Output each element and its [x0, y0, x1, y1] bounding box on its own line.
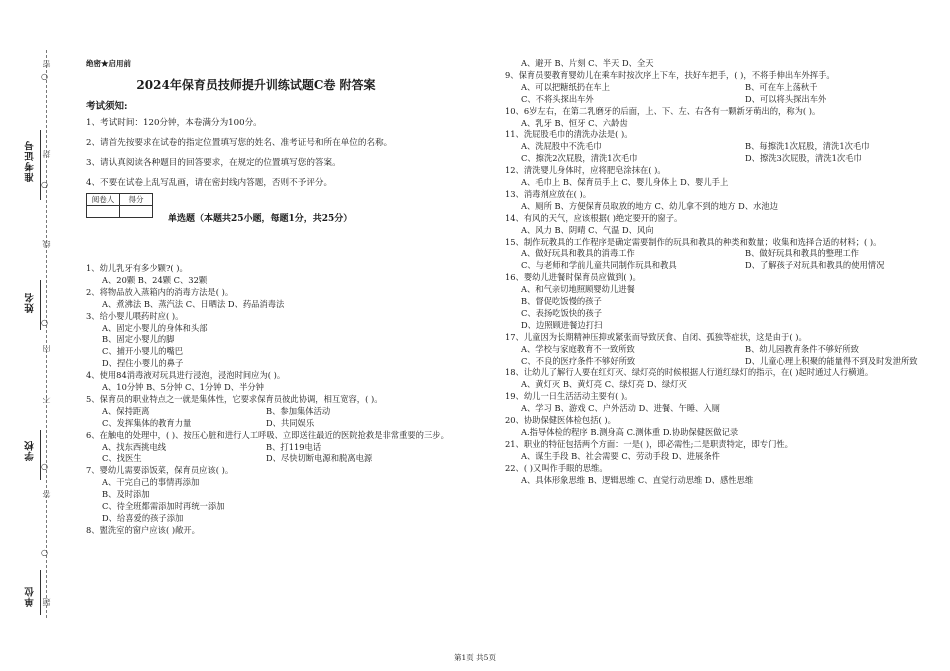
- question: [505, 367, 920, 391]
- answer-option[interactable]: A、避开 B、片刻 C、半天 D、全天: [521, 58, 654, 68]
- question: [505, 439, 920, 463]
- binding-label-school: 学校: [25, 440, 36, 461]
- question-stem: 13、消毒剂应放在( )。: [505, 188, 592, 199]
- question: [505, 189, 920, 213]
- seal-char: 内: [42, 345, 51, 353]
- option-row: [86, 453, 498, 465]
- answer-option[interactable]: D、可以将头探出车外: [745, 93, 827, 104]
- question-stem: 3、给小婴儿喂药时应( )。: [86, 310, 184, 321]
- question-stem: 5、保育员的职业特点之一就是集体性，它要求保育员彼此协调，相互宽容，( )。: [86, 393, 383, 404]
- answer-option[interactable]: C、与老师和学前儿童共同制作玩具和教具: [521, 260, 677, 271]
- exam-number-field[interactable]: [40, 130, 41, 200]
- seal-char: 封: [42, 150, 51, 158]
- answer-option[interactable]: A.指导体检的程序 B.测身高 C.测体重 D.协助保健医做记录: [521, 426, 739, 437]
- score-cell[interactable]: [120, 206, 153, 218]
- notice-item: 2、请首先按要求在试卷的指定位置填写您的姓名、准考证号和所在单位的名称。: [86, 138, 393, 148]
- question: [505, 415, 920, 439]
- answer-option[interactable]: A、学校与家庭教育不一致所致: [521, 343, 635, 354]
- question-stem: 12、清洗婴儿身体时，应将肥皂涂抹在( )。: [505, 165, 666, 176]
- answer-option[interactable]: B、幼儿园教育条件不够好所致: [745, 343, 859, 354]
- answer-option[interactable]: A、厕所 B、方便保育员取放的地方 C、幼儿拿不到的地方 D、水池边: [521, 200, 779, 211]
- grader-cell[interactable]: [87, 206, 120, 218]
- seal-char: 不: [42, 395, 51, 403]
- answer-option[interactable]: B、每擦洗1次屁股，清洗1次毛巾: [745, 141, 870, 152]
- question: [505, 213, 920, 237]
- answer-option[interactable]: B、参加集体活动: [266, 405, 331, 416]
- answer-option[interactable]: A、做好玩具和教具的消毒工作: [521, 248, 635, 259]
- question-stem: 19、幼儿一日生活活动主要有( )。: [505, 391, 633, 402]
- binding-circle-mark: ○: [41, 72, 48, 81]
- answer-option[interactable]: C、找医生: [102, 453, 142, 464]
- question: [505, 463, 920, 487]
- questions-left-column: [86, 263, 498, 537]
- binding-dashed-line: [46, 50, 47, 618]
- question: [86, 311, 498, 371]
- binding-circle-mark: ○: [41, 548, 48, 557]
- answer-option[interactable]: D、擦洗3次屁股，清洗1次毛巾: [745, 153, 862, 164]
- question: [86, 287, 498, 311]
- question-stem: 7、婴幼儿需要添饭菜，保育员应该( )。: [86, 465, 234, 476]
- option-row: [505, 153, 920, 165]
- binding-label-name: 姓名: [25, 292, 36, 313]
- question-stem: 16、婴幼儿进餐时保育员应做到( )。: [505, 272, 641, 283]
- answer-option[interactable]: C、不将头探出车外: [521, 93, 594, 104]
- binding-label-unit: 单位: [25, 586, 36, 607]
- answer-option[interactable]: B、及时添加: [102, 489, 150, 500]
- answer-option[interactable]: C、捕开小婴儿的嘴巴: [102, 346, 184, 357]
- question: [505, 70, 920, 106]
- question: [505, 106, 920, 130]
- answer-option[interactable]: B、固定小婴儿的脚: [102, 334, 175, 345]
- answer-option[interactable]: A、具体形象思维 B、逻辑思维 C、直觉行动思维 D、感性思维: [521, 474, 754, 485]
- question-stem: 2、将物品放入蒸箱内的消毒方法是( )。: [86, 286, 234, 297]
- question-stem: 15、制作玩教具的工作程序是确定需要制作的玩具和教具的种类和数量；收集和选择合适的材料；( )。: [505, 236, 882, 247]
- option-row: [505, 141, 920, 153]
- questions-right-column: [505, 58, 920, 487]
- question: [505, 165, 920, 189]
- seal-char: 题: [42, 598, 51, 606]
- score-label: 得分: [120, 194, 153, 206]
- confidential-mark: 绝密★启用前: [86, 59, 131, 68]
- answer-option[interactable]: D、捏住小婴儿的鼻子: [102, 358, 184, 369]
- seal-char: 密: [42, 60, 51, 68]
- option-row: [86, 406, 498, 418]
- question-stem: 21、职业的特征包括两个方面：一是( )，即必需性;二是职责特定，即专门性。: [505, 438, 793, 449]
- seal-char: 答: [42, 490, 51, 498]
- question-stem: 17、儿童因为长期精神压抑或紧张而导致厌食、自闭、孤独等症状，这是由于( )。: [505, 331, 807, 342]
- answer-option[interactable]: A、谋生手段 B、社会需要 C、劳动手段 D、进展条件: [521, 450, 720, 461]
- option-row: [86, 442, 498, 454]
- answer-option[interactable]: C、不良的医疗条件不够好所致: [521, 355, 636, 366]
- option-row: [505, 82, 920, 94]
- notice-item: 1、考试时间：120分钟，本卷满分为100分。: [86, 118, 262, 128]
- page-title: 2024年保育员技师提升训练试题C卷 附答案: [136, 78, 376, 92]
- question-stem: 10、6岁左右，在第二乳磨牙的后面，上、下、左、右各有一颗新牙萌出的，称为( )。: [505, 105, 821, 116]
- question-stem: 22、( )又叫作手眼的思维。: [505, 462, 608, 473]
- answer-option[interactable]: A、煮沸法 B、蒸汽法 C、日晒法 D、药品消毒法: [102, 298, 285, 309]
- grader-label: 阅卷人: [87, 194, 120, 206]
- answer-option[interactable]: D、儿童心理上积聚的能量得不到及时发泄所致: [745, 355, 918, 366]
- answer-option[interactable]: A、10分钟 B、5分钟 C、1分钟 D、半分钟: [102, 382, 264, 393]
- question-stem: 11、洗屁股毛巾的清洗办法是( )。: [505, 129, 633, 140]
- answer-option[interactable]: B、打119电话: [266, 441, 322, 452]
- notice-item: 3、请认真阅读各种题目的回答要求，在规定的位置填写您的答案。: [86, 158, 341, 168]
- answer-option[interactable]: D、共同娱乐: [266, 417, 315, 428]
- school-field[interactable]: [40, 430, 41, 480]
- answer-option[interactable]: C、待全班都需添加时再统一添加: [102, 501, 225, 512]
- question-stem: 6、在触电的处理中，( )、按压心脏和进行人工呼吸、立即送往最近的医院抢救是非常重要的三步。: [86, 429, 449, 440]
- answer-option[interactable]: A、黄灯灭 B、黄灯亮 C、绿灯亮 D、绿灯灭: [521, 379, 687, 390]
- question: [86, 465, 498, 525]
- binding-circle-mark: ○: [41, 462, 48, 471]
- page-footer: 第1页 共5页: [454, 653, 496, 662]
- answer-option[interactable]: A、20颗 B、24颗 C、32颗: [102, 274, 208, 285]
- question: [505, 272, 920, 332]
- option-row: [86, 418, 498, 430]
- question-stem: 9、保育员要教育婴幼儿在乘车时按次序上下车，扶好车把手，( )，不将手伸出车外挥手。: [505, 69, 835, 80]
- answer-option[interactable]: A、学习 B、游戏 C、户外活动 D、进餐、午睡、入厕: [521, 403, 720, 414]
- binding-label-exam-number: 准考证号: [25, 140, 36, 182]
- answer-option[interactable]: A、找东西挑电线: [102, 441, 167, 452]
- answer-option[interactable]: D、尽快切断电源和脱离电源: [266, 453, 373, 464]
- seal-char: 线: [42, 240, 51, 248]
- question: [505, 391, 920, 415]
- notice-item: 4、不要在试卷上乱写乱画，请在密封线内答题，否则不予评分。: [86, 178, 333, 188]
- answer-option[interactable]: D、边照顾进餐边打扫: [521, 319, 603, 330]
- answer-option[interactable]: C、表扬吃饭快的孩子: [521, 307, 603, 318]
- answer-option[interactable]: B、做好玩具和教具的整理工作: [745, 248, 859, 259]
- question-stem: 1、幼儿乳牙有多少颗?( )。: [86, 263, 188, 273]
- option-row: [505, 344, 920, 356]
- question: [505, 237, 920, 273]
- question: [505, 58, 920, 70]
- answer-option[interactable]: B、可在车上荡秋千: [745, 81, 818, 92]
- question-stem: 4、使用84消毒液对玩具进行浸泡，浸泡时间应为( )。: [86, 370, 286, 381]
- question: [86, 394, 498, 430]
- question: [86, 430, 498, 466]
- answer-option[interactable]: C、擦洗2次屁股，清洗1次毛巾: [521, 153, 638, 164]
- answer-option[interactable]: A、风力 B、阴晴 C、气温 D、风向: [521, 224, 654, 235]
- option-row: [505, 248, 920, 260]
- question-stem: 20、协助保健医体检包括( )。: [505, 415, 616, 426]
- answer-option[interactable]: A、和气亲切地照顾婴幼儿进餐: [521, 284, 635, 295]
- unit-field[interactable]: [40, 570, 41, 615]
- answer-option[interactable]: A、保持距离: [102, 405, 150, 416]
- binding-circle-mark: ○: [41, 318, 48, 327]
- option-row: [505, 94, 920, 106]
- answer-option[interactable]: A、固定小婴儿的身体和头部: [102, 322, 208, 333]
- answer-option[interactable]: C、发挥集体的教育力量: [102, 417, 192, 428]
- question: [86, 370, 498, 394]
- answer-option[interactable]: A、毛巾上 B、保育员手上 C、婴儿身体上 D、婴儿手上: [521, 177, 729, 187]
- option-row: [505, 260, 920, 272]
- notice-heading: 考试须知:: [86, 101, 128, 112]
- score-table: [86, 193, 153, 218]
- question-stem: 14、有风的天气，应该根据( )绝定要开的窗子。: [505, 212, 683, 223]
- question: [505, 129, 920, 165]
- question-stem: 8、盥洗室的窗户应该( )敞开。: [86, 524, 200, 535]
- answer-option[interactable]: D、给喜爱的孩子添加: [102, 512, 184, 523]
- binding-circle-mark: ○: [41, 180, 48, 189]
- answer-option[interactable]: A、可以把糖纸扔在车上: [521, 81, 610, 92]
- answer-option[interactable]: A、乳牙 B、恒牙 C、六龄齿: [521, 117, 628, 128]
- question: [505, 332, 920, 368]
- answer-option[interactable]: B、督促吃饭慢的孩子: [521, 296, 602, 307]
- answer-option[interactable]: A、洗屁股中不洗毛巾: [521, 141, 602, 152]
- option-row: [505, 356, 920, 368]
- answer-option[interactable]: A、干完自己的事情再添加: [102, 477, 200, 488]
- question-stem: 18、让幼儿了解行人要在红灯灭、绿灯亮的时候根据人行道红绿灯的指示，在( )起时通过人行横道。: [505, 367, 874, 378]
- question: [86, 263, 498, 287]
- question: [86, 525, 498, 537]
- answer-option[interactable]: D、了解孩子对玩具和教具的使用情况: [745, 260, 885, 271]
- section-heading: 单选题（本题共25小题，每题1分，共25分）: [168, 214, 353, 224]
